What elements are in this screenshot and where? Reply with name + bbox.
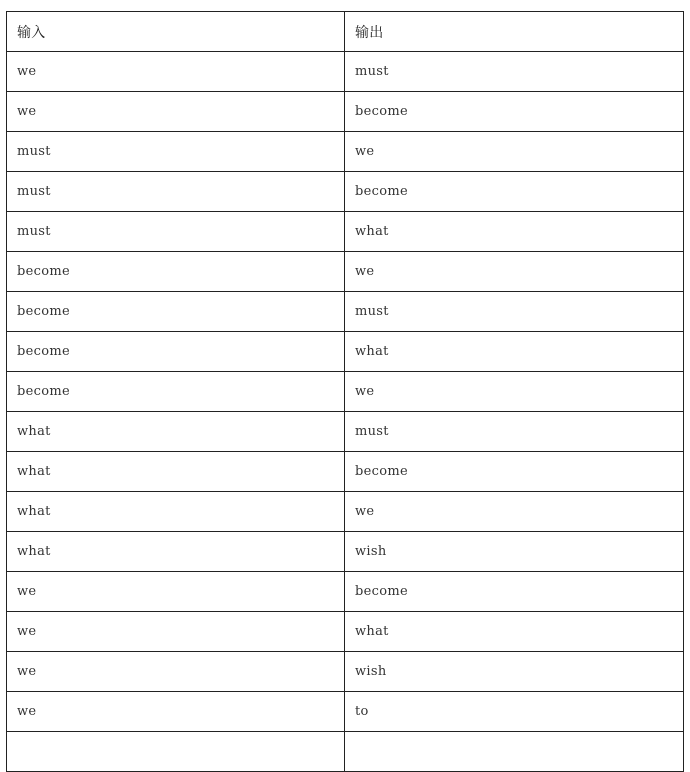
input-cell: become — [7, 292, 345, 332]
table-row — [7, 412, 684, 452]
table-row — [7, 572, 684, 612]
word-pair-table — [6, 11, 684, 772]
table-row — [7, 492, 684, 532]
table-row — [7, 52, 684, 92]
input-cell: we — [7, 612, 345, 652]
table-header-row — [7, 12, 684, 52]
input-cell: we — [7, 652, 345, 692]
input-cell: what — [7, 492, 345, 532]
output-cell: what — [345, 212, 684, 252]
output-cell: must — [345, 292, 684, 332]
table-body — [7, 52, 684, 772]
table-row — [7, 692, 684, 732]
table-row — [7, 652, 684, 692]
output-cell: become — [345, 572, 684, 612]
table-row — [7, 252, 684, 292]
input-cell: must — [7, 132, 345, 172]
output-cell: to — [345, 692, 684, 732]
input-cell: what — [7, 412, 345, 452]
input-cell: must — [7, 212, 345, 252]
input-cell: become — [7, 372, 345, 412]
output-cell: we — [345, 492, 684, 532]
table-row — [7, 292, 684, 332]
table-row — [7, 332, 684, 372]
table-row — [7, 612, 684, 652]
output-cell: we — [345, 132, 684, 172]
output-cell: what — [345, 612, 684, 652]
output-cell: become — [345, 92, 684, 132]
input-cell: what — [7, 452, 345, 492]
input-cell: we — [7, 692, 345, 732]
input-cell: we — [7, 92, 345, 132]
header-input: 输入 — [7, 12, 345, 52]
output-cell: what — [345, 332, 684, 372]
table-row — [7, 212, 684, 252]
output-cell: become — [345, 452, 684, 492]
input-cell: must — [7, 172, 345, 212]
input-cell: become — [7, 332, 345, 372]
table-row — [7, 372, 684, 412]
table-row — [7, 532, 684, 572]
input-cell: we — [7, 52, 345, 92]
header-output: 输出 — [345, 12, 684, 52]
input-cell: we — [7, 572, 345, 612]
output-cell: we — [345, 372, 684, 412]
output-cell: we — [345, 252, 684, 292]
table-row — [7, 132, 684, 172]
input-cell: become — [7, 252, 345, 292]
output-cell: must — [345, 52, 684, 92]
table-row — [7, 452, 684, 492]
input-cell: what — [7, 532, 345, 572]
word-pair-table-container — [6, 11, 683, 772]
output-cell: wish — [345, 652, 684, 692]
output-cell: must — [345, 412, 684, 452]
table-row — [7, 92, 684, 132]
output-cell: become — [345, 172, 684, 212]
table-row — [7, 172, 684, 212]
output-cell: wish — [345, 532, 684, 572]
